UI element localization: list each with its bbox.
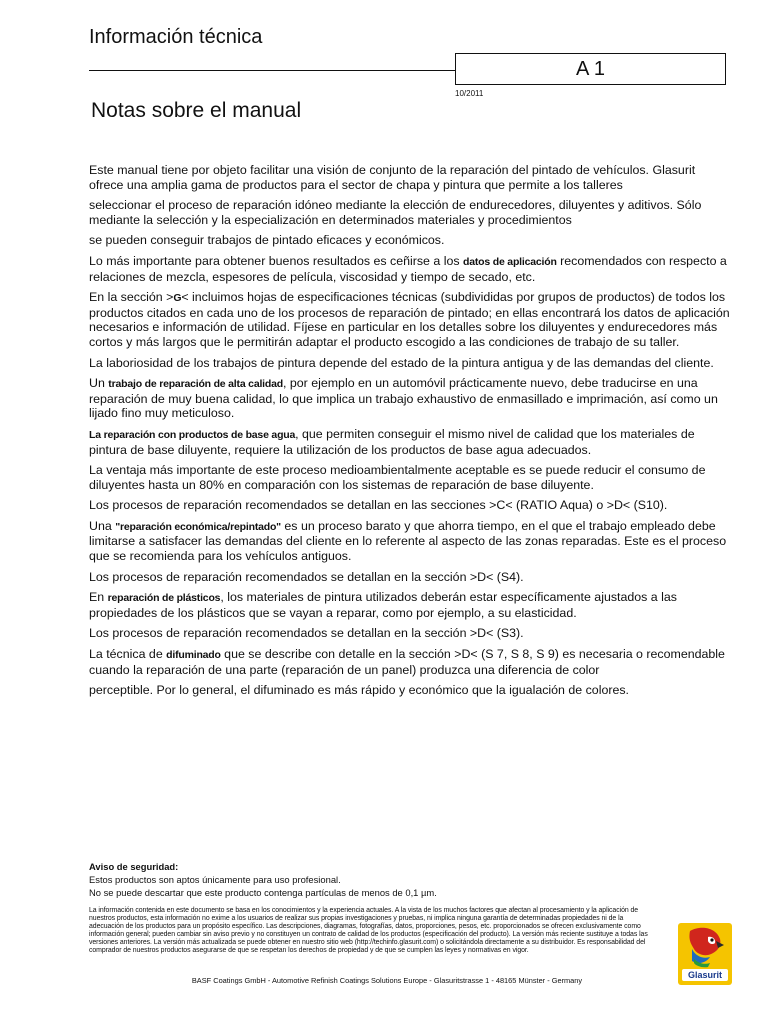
highlight-term: "reparación económica/repintado" (115, 520, 281, 533)
highlight-term: G (173, 292, 182, 305)
paragraph-labor: La laboriosidad de los trabajos de pintura depende del estado de la pintura antigua y de las demandas del cliente. (89, 355, 714, 370)
paragraph-section-g (89, 290, 730, 349)
paragraph-waterborne (89, 427, 730, 457)
paragraph-application-data (89, 254, 730, 284)
text: Un (89, 376, 109, 391)
paragraph-blending-end: perceptible. Por lo general, el difuminado es más rápido y económico que la igualación de colores. (89, 683, 629, 698)
text: En (89, 590, 108, 605)
paragraph-sections-c-d: Los procesos de reparación recomendados se detallan en las secciones >C< (RATIO Aqua) o >D< (S10). (89, 498, 668, 513)
text: que se describe con detalle en la sección >D< (S 7, S 8, S 9) es necesaria o recomendable cuando la reparación de una parte (reparación de un panel) produzca una diferencia de color (89, 647, 725, 677)
paragraph-intro: Este manual tiene por objeto facilitar una visión de conjunto de la reparación del pintado de vehículos. Glasurit ofrece una amplia gama de productos para el sector de chapa y pintura que permite a los talleres (89, 163, 696, 192)
highlight-term: trabajo de reparación de alta calidad (108, 378, 283, 391)
paragraph-economic-repair (89, 519, 730, 564)
document-code: A 1 (576, 57, 605, 80)
text: , los materiales de pintura utilizados deberán estar específicamente ajustados a las propiedades de los plásticos que se vayan a reparar, como por ejemplo, a su elasticidad. (89, 590, 677, 620)
page-subtitle: Notas sobre el manual (91, 99, 302, 122)
paragraph-advantage: La ventaja más importante de este proceso medioambientalmente aceptable es se puede reducir el consumo de diluyentes hasta un 80% en comparación con los sistemas de reparación de base diluyente. (89, 463, 706, 492)
highlight-term: difuminado (166, 649, 221, 662)
paragraph-high-quality (89, 376, 730, 421)
safety-line: Estos productos son aptos únicamente para uso profesional. (89, 874, 341, 885)
disclaimer-text: La información contenida en este documento se basa en los conocimientos y la experiencia actuales. A la vista de los muchos factores que afectan al procesamiento y la aplicación de nuestros productos, esta información no exime a los usuarios de realizar sus propias investigaciones y pruebas, ni implica ninguna garantía de determinadas propiedades ni de la adecuación de los productos para un propósito específico. Las descripciones, diagramas, fotografías, datos, proporciones, pesos, etc. proporcionados se ofrecen exclusivamente como información general; pueden cambiar sin aviso previo y no constituyen un contrato de calidad de los productos (especificación del producto). La versión más reciente sustituye a todas las versiones anteriores. La versión más actualizada se puede obtener en nuestro sitio web (http://techinfo.glasurit.com) o solicitándola directamente a su distribuidor. Es responsabilidad del comprador de nuestros productos asegurarse de que se respetan los derechos de propiedad y de que se cumplen las leyes y normativas en vigor. (89, 907, 648, 955)
paragraph-blending (89, 647, 730, 677)
company-footer: BASF Coatings GmbH - Automotive Refinish Coatings Solutions Europe - Glasuritstrasse 1 - 48165 Münster - Germany (191, 976, 583, 985)
highlight-term: reparación de plásticos (107, 592, 221, 605)
paragraph-intro-end: se pueden conseguir trabajos de pintado eficaces y económicos. (89, 233, 445, 248)
text: Una (89, 518, 116, 533)
text: , por ejemplo en un automóvil prácticamente nuevo, debe traducirse en una reparación de muy buena calidad, lo que implica un trabajo exhaustivo de enmasillado e imprimación, así como un lijado fino muy meticuloso. (89, 376, 718, 421)
text: , que permiten conseguir el mismo nivel de calidad que los materiales de pintura de base diluyente, requiere la utilización de los productos de base agua adecuados. (89, 426, 695, 457)
safety-line: No se puede descartar que este producto contenga partículas de menos de 0,1 µm. (89, 887, 437, 898)
text: es un proceso barato y que ahorra tiempo, en el que el trabajo empleado debe limitarse a satisfacer las demandas del cliente en lo referente al aspecto de las zonas reparadas. Este es el proceso que se recomienda para los vehículos antiguos. (89, 518, 727, 564)
paragraph-section-s4: Los procesos de reparación recomendados se detallan en la sección >D< (S4). (89, 569, 524, 584)
safety-title: Aviso de seguridad: (89, 861, 179, 872)
text: recomendados con respecto a relaciones de mezcla, espesores de película, viscosidad y tiempo de secado, etc. (89, 253, 727, 284)
safety-notice (89, 860, 649, 899)
text: En la sección > (89, 290, 174, 305)
highlight-term: La reparación con productos de base agua (89, 428, 296, 441)
paragraph-section-s3: Los procesos de reparación recomendados se detallan en la sección >D< (S3). (89, 626, 524, 641)
logo-wordmark: Glasurit (687, 970, 722, 980)
text: < incluimos hojas de especificaciones técnicas (subdivididas por grupos de productos) de todos los productos citados en cada uno de los procesos de reparación de pintado; en ellas encontrará los datos de aplicación necesarios e información de utilidad. Fíjese en particular en los detalles sobre los diluyentes y endurecedores más cortos y más largos que le permitirán adaptar el producto escogido a las condiciones de trabajo de su taller. (89, 290, 730, 349)
paragraph-plastics (89, 590, 730, 620)
glasurit-logo (678, 923, 732, 985)
body-text (89, 163, 730, 704)
highlight-term: datos de aplicación (463, 255, 557, 268)
document-code-box (455, 53, 726, 85)
header-rule (89, 70, 455, 71)
paragraph-intro-cont: seleccionar el proceso de reparación idóneo mediante la elección de endurecedores, diluyentes y aditivos. Sólo mediante la selección y la especialización en determinados materiales y procedimientos (89, 198, 702, 227)
document-date: 10/2011 (455, 89, 484, 98)
text: Lo más importante para obtener buenos resultados es ceñirse a los (89, 253, 464, 268)
header-title: Información técnica (89, 26, 263, 48)
text: La técnica de (89, 647, 167, 662)
